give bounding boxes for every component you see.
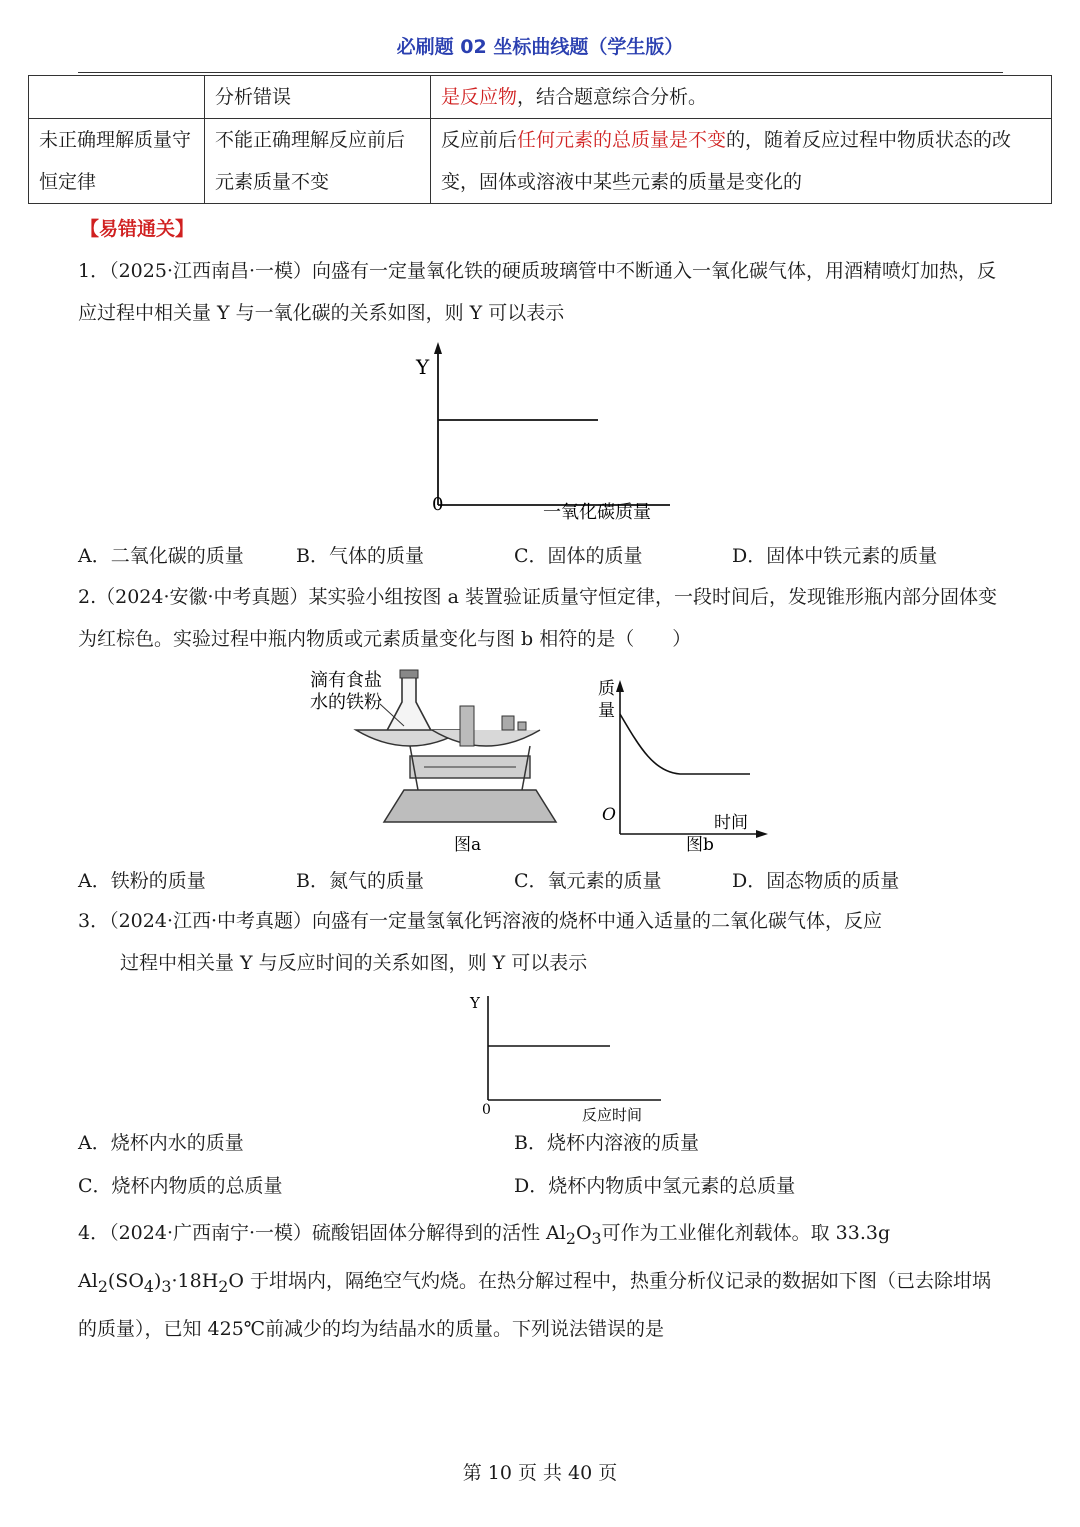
y-axis-label: Y (416, 355, 430, 379)
decay-curve (620, 714, 750, 774)
y-axis-arrow (616, 680, 624, 692)
formula-part: ·18H (171, 1269, 219, 1292)
option-c: C．氧元素的质量 (514, 870, 662, 892)
table-row (29, 76, 1052, 119)
flask-stopper (400, 670, 418, 678)
balance-pointer (460, 706, 474, 746)
figure-label: 水的铁粉 (310, 692, 382, 713)
origin-label: O (602, 805, 616, 825)
highlight-text: 是反应物 (441, 86, 518, 108)
x-axis-label: 一氧化碳质量 (543, 502, 651, 523)
weight (502, 716, 514, 730)
chemical-formula (78, 1269, 244, 1296)
y-axis-label: Y (470, 994, 480, 1012)
option-d: D．固体中铁元素的质量 (732, 545, 938, 567)
cell-text: ，结合题意综合分析。 (517, 86, 708, 108)
origin-label: 0 (432, 494, 444, 515)
subscript: 2 (218, 1276, 229, 1296)
table-cell (29, 119, 205, 204)
option-a: A．烧杯内水的质量 (78, 1132, 244, 1154)
header-divider (78, 72, 1003, 73)
question-3-text-line2: 过程中相关量 Y 与反应时间的关系如图，则 Y 可以表示 (120, 952, 588, 974)
balance-apparatus-figure (300, 662, 570, 857)
subscript: 3 (161, 1276, 172, 1296)
x-axis-arrow (756, 830, 768, 838)
option-c: C．烧杯内物质的总质量 (78, 1175, 283, 1197)
figure-caption: 图a (454, 835, 482, 855)
option-c: C．固体的质量 (514, 545, 643, 567)
option-a: A．二氧化碳的质量 (78, 545, 244, 567)
y-axis-arrow (434, 342, 442, 354)
weight (518, 722, 526, 730)
question-4-text (78, 1212, 1008, 1350)
cell-text: 未正确理解质量守恒定律 (39, 129, 192, 193)
table-cell (205, 119, 431, 204)
question-3-text-line1: 3．（2024·江西·中考真题）向盛有一定量氢氧化钙溶液的烧杯中通入适量的二氧化碳气体，反应 (78, 910, 883, 932)
question-1-text: 1．（2025·江西南昌·一模）向盛有一定量氧化铁的硬质玻璃管中不断通入一氧化碳气体，用酒精喷灯加热，反应过程中相关量 Y 与一氧化碳的关系如图，则 Y 可以表示 (78, 260, 997, 324)
subscript: 2 (97, 1276, 108, 1296)
figure-caption: 图b (686, 835, 714, 855)
right-pan (432, 730, 540, 746)
cell-text: 分析错误 (215, 86, 292, 108)
section-title: 【易错通关】 (80, 218, 195, 240)
page-header-title: 必刷题 02 坐标曲线题（学生版） (396, 36, 684, 58)
option-b: B．烧杯内溶液的质量 (514, 1132, 699, 1154)
subscript: 2 (565, 1228, 576, 1248)
highlight-text: 任何元素的总质量是不变 (517, 129, 727, 151)
q4-text: 于坩埚内，隔绝空气灼烧。在热分解过程中，热重分析仪记录的数据如下图（已去除坩埚的质量），已知 425℃前减少的均为结晶水的质量。下列说法错误的是 (78, 1269, 991, 1340)
option-d: D．烧杯内物质中氢元素的总质量 (514, 1175, 796, 1197)
x-axis-label: 时间 (714, 813, 748, 833)
origin-label: 0 (482, 1102, 491, 1118)
table-cell (29, 76, 205, 119)
table-cell (431, 76, 1052, 119)
formula-part: (SO (107, 1269, 144, 1292)
balance-base (384, 790, 556, 822)
option-d: D．固态物质的质量 (732, 870, 900, 892)
table-row (29, 119, 1052, 204)
option-b: B．氮气的质量 (296, 870, 424, 892)
question-1-figure (400, 340, 680, 525)
question-3-figure (466, 990, 666, 1125)
q4-text: O (575, 1222, 592, 1244)
page-footer: 第 10 页 共 40 页 (462, 1462, 618, 1484)
mass-time-graph (590, 668, 780, 858)
formula-part: O (228, 1269, 244, 1292)
table-cell (431, 119, 1052, 204)
figure-label: 滴有食盐 (310, 670, 382, 691)
subscript: 4 (143, 1276, 154, 1296)
formula-part: ) (153, 1269, 162, 1292)
y-axis-label: 量 (598, 701, 615, 721)
q4-text: 4．（2024·广西南宁·一模）硫酸铝固体分解得到的活性 Al (78, 1222, 566, 1244)
formula-part: Al (78, 1269, 98, 1292)
cell-text: 反应前后 (441, 129, 518, 151)
cell-text: 不能正确理解反应前后元素质量不变 (215, 129, 406, 193)
question-2-text: 2.（2024·安徽·中考真题）某实验小组按图 a 装置验证质量守恒定律，一段时间后，发现锥形瓶内部分固体变为红棕色。实验过程中瓶内物质或元素质量变化与图 b 相符的是（ ） (78, 586, 997, 650)
x-axis-label: 反应时间 (582, 1106, 643, 1124)
table-cell (205, 76, 431, 119)
error-analysis-table (28, 75, 1052, 204)
q4-text: 可作为工业催化剂载体。取 33.3g (601, 1222, 891, 1244)
cell-text: 的，随着反应过程中物质状态的改变，固体或溶液中某些元素的质量是变化的 (441, 129, 1012, 193)
y-axis-label: 质 (598, 679, 615, 699)
option-a: A．铁粉的质量 (78, 870, 206, 892)
option-b: B．气体的质量 (296, 545, 424, 567)
subscript: 3 (591, 1228, 602, 1248)
